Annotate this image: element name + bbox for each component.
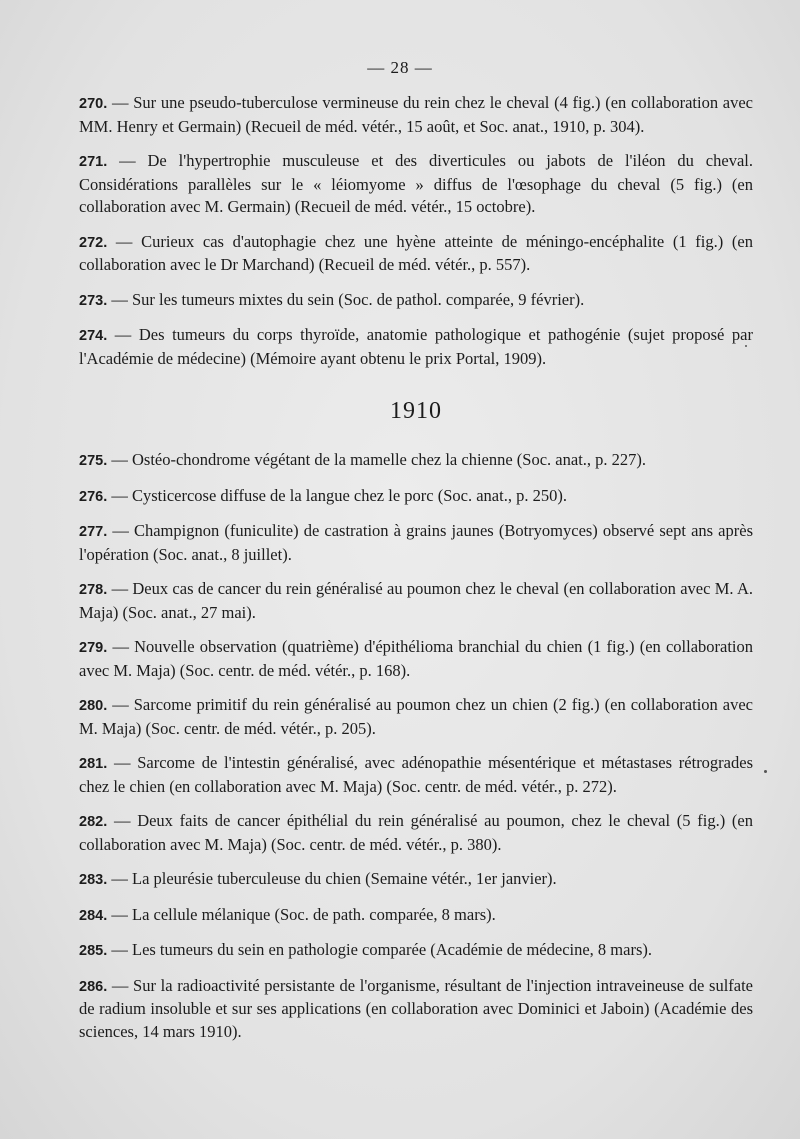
- entry-number: 272.: [79, 234, 108, 251]
- entry-text: — Nouvelle observation (quatrième) d'épithélioma branchial du chien (1 fig.) (en collaboration avec M. Maja) (Soc. centr. de méd. vétér., p. 168).: [79, 637, 754, 680]
- entry-number: 281.: [79, 756, 108, 772]
- bibliography-entry: [79, 485, 753, 509]
- bibliography-entry: [79, 231, 753, 277]
- bibliography-entry: [79, 752, 753, 798]
- entry-number: 285.: [79, 943, 108, 959]
- entry-text: — De l'hypertrophie musculeuse et des diverticules ou jabots de l'iléon du cheval. Considérations parallèles sur le « léiomyome » diffus de l'œsophage du cheval (5 fig.) (en collaboration avec M. Germain) (Recueil de méd. vétér., 15 octobre).: [79, 151, 753, 216]
- entry-number: 283.: [79, 872, 108, 888]
- bibliography-entry: [79, 868, 753, 892]
- bibliography-entry: [79, 150, 753, 219]
- year-heading: 1910: [390, 398, 442, 424]
- entry-number: 282.: [79, 814, 108, 830]
- entry-number: 278.: [79, 582, 108, 598]
- entry-text: — Des tumeurs du corps thyroïde, anatomie pathologique et pathogénie (sujet proposé par l'Académie de médecine) (Mémoire ayant obtenu le prix Portal, 1909).: [79, 325, 753, 368]
- entry-number: 279.: [79, 640, 108, 656]
- entry-number: 284.: [79, 907, 108, 924]
- entry-text: — Deux cas de cancer du rein généralisé au poumon chez le cheval (en collaboration avec M. A. Maja) (Soc. anat., 27 mai).: [79, 579, 754, 622]
- entry-text: — La cellule mélanique (Soc. de path. comparée, 8 mars).: [111, 904, 496, 924]
- entry-number: 280.: [79, 698, 108, 714]
- bibliography-entry: [79, 520, 753, 566]
- entry-text: — Curieux cas d'autophagie chez une hyène atteinte de méningo-encéphalite (1 fig.) (en collaboration avec le Dr Marchand) (Recueil de méd. vétér., p. 557).: [79, 231, 753, 274]
- entry-text: — Sarcome de l'intestin généralisé, avec adénopathie mésentérique et métastases rétrogrades chez le chien (en collaboration avec M. Maja) (Soc. centr. de méd. vétér., p. 272).: [79, 753, 753, 796]
- bibliography-entry: [79, 904, 753, 928]
- entries-1909: [79, 92, 753, 370]
- entry-text: — Ostéo-chondrome végétant de la mamelle chez la chienne (Soc. anat., p. 227).: [111, 450, 647, 469]
- bibliography-entry: [79, 449, 753, 473]
- bibliography-entry: [79, 324, 753, 370]
- entry-number: 274.: [79, 328, 108, 344]
- entry-text: — Les tumeurs du sein en pathologie comparée (Académie de médecine, 8 mars).: [111, 940, 652, 959]
- entry-text: — Champignon (funiculite) de castration à grains jaunes (Botryomyces) observé sept ans après l'opération (Soc. anat., 8 juillet).: [79, 521, 753, 564]
- entry-number: 271.: [79, 154, 108, 170]
- entry-number: 286.: [79, 978, 108, 995]
- bibliography-entry: [79, 92, 753, 138]
- entry-number: 276.: [79, 488, 108, 505]
- bibliography-entry: [79, 694, 753, 740]
- entry-text: — La pleurésie tuberculeuse du chien (Semaine vétér., 1er janvier).: [111, 869, 557, 888]
- paper-speck: [764, 770, 767, 773]
- entry-number: 275.: [79, 453, 108, 469]
- entry-text: — Sur les tumeurs mixtes du sein (Soc. de pathol. comparée, 9 février).: [111, 289, 585, 309]
- entry-text: — Sarcome primitif du rein généralisé au poumon chez un chien (2 fig.) (en collaboration avec M. Maja) (Soc. centr. de méd. vétér., p. 205).: [79, 695, 754, 738]
- bibliography-entry: [79, 636, 753, 682]
- bibliography-list: [79, 92, 753, 1055]
- paper-speck: [745, 345, 747, 347]
- bibliography-entry: [79, 578, 753, 624]
- bibliography-entry: [79, 810, 753, 856]
- entry-text: — Sur la radioactivité persistante de l'organisme, résultant de l'injection intraveineuse de sulfate de radium insoluble et sur ses applications (en collaboration avec Dominici et Jaboin) (Académie des sciences, 14 mars 1910).: [79, 975, 753, 1041]
- page-number: — 28 —: [367, 58, 433, 77]
- bibliography-entry: [79, 939, 753, 963]
- entry-text: — Sur une pseudo-tuberculose vermineuse du rein chez le cheval (4 fig.) (en collaboration avec MM. Henry et Germain) (Recueil de méd. vétér., 15 août, et Soc. anat., 1910, p. 304).: [79, 93, 754, 136]
- entry-text: — Deux faits de cancer épithélial du rein généralisé au poumon, chez le cheval (5 fig.) (en collaboration avec M. Maja) (Soc. centr. de méd. vétér., p. 380).: [79, 811, 753, 854]
- entries-1910: [79, 449, 753, 1043]
- bibliography-entry: [79, 975, 753, 1044]
- entry-number: 273.: [79, 292, 108, 309]
- entry-number: 277.: [79, 524, 108, 540]
- bibliography-entry: [79, 289, 753, 313]
- entry-number: 270.: [79, 96, 108, 112]
- entry-text: — Cysticercose diffuse de la langue chez le porc (Soc. anat., p. 250).: [111, 485, 567, 505]
